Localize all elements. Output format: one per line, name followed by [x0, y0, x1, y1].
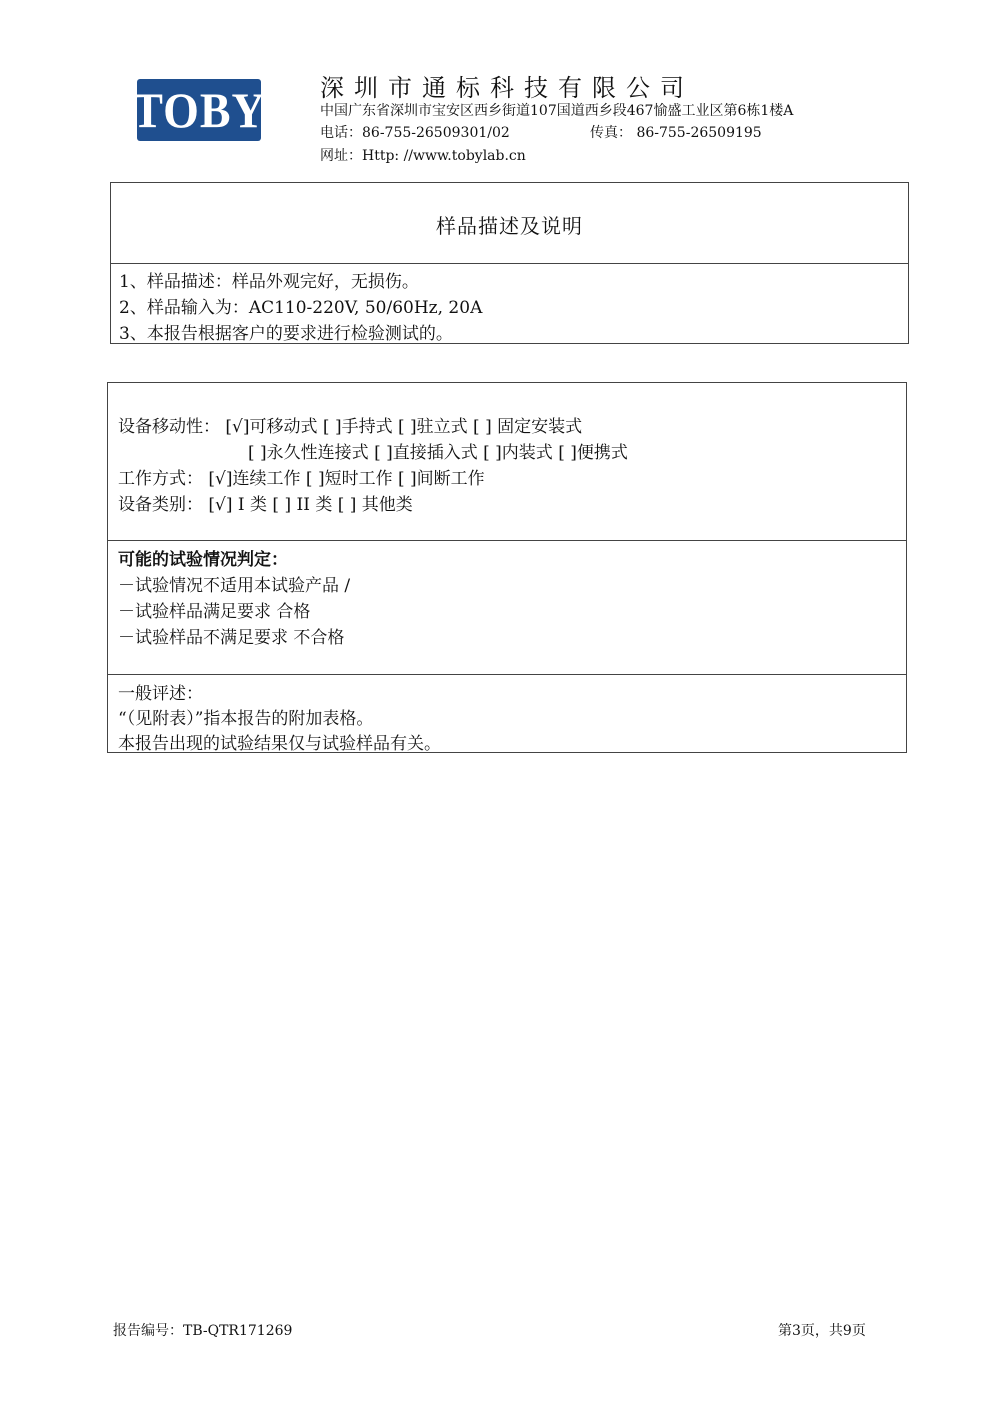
verdict-item-na: －试验情况不适用本试验产品 /	[118, 576, 351, 596]
report-number: 报告编号：TB-QTR171269	[113, 1323, 293, 1339]
operation-mode: 工作方式： [√]连续工作 [ ]短时工作 [ ]间断工作	[118, 469, 485, 489]
sample-description-table	[110, 182, 909, 344]
verdict-item-pass: －试验样品满足要求 合格	[118, 602, 311, 622]
mobility-line-2: [ ]永久性连接式 [ ]直接插入式 [ ]内装式 [ ]便携式	[248, 443, 628, 463]
equipment-info-table	[107, 382, 907, 753]
remarks-title: 一般评述：	[118, 684, 203, 704]
company-logo	[132, 79, 266, 141]
sample-title: 样品描述及说明	[436, 214, 583, 238]
company-tel: 电话：86-755-26509301/02	[320, 125, 510, 141]
company-fax: 传真： 86-755-26509195	[590, 125, 762, 141]
remarks-line-2: 本报告出现的试验结果仅与试验样品有关。	[118, 734, 441, 754]
equipment-category: 设备类别： [√] I 类 [ ] II 类 [ ] 其他类	[118, 495, 413, 515]
page-number: 第3页，共9页	[778, 1323, 866, 1339]
company-address: 中国广东省深圳市宝安区西乡街道107国道西乡段467愉盛工业区第6栋1楼A	[320, 103, 794, 119]
sample-line-2: 2、样品输入为：AC110-220V, 50/60Hz, 20A	[119, 298, 483, 318]
divider-1	[108, 540, 906, 541]
company-name: 深圳市通标科技有限公司	[320, 74, 694, 102]
remarks-line-1: “（见附表）”指本报告的附加表格。	[118, 709, 374, 729]
sample-line-1: 1、样品描述：样品外观完好，无损伤。	[119, 272, 419, 292]
verdicts-title: 可能的试验情况判定：	[118, 550, 288, 570]
mobility-line-1: 设备移动性： [√]可移动式 [ ]手持式 [ ]驻立式 [ ] 固定安装式	[118, 417, 583, 437]
company-website: 网址：Http: //www.tobylab.cn	[320, 148, 526, 164]
verdict-item-fail: －试验样品不满足要求 不合格	[118, 628, 345, 648]
divider-2	[108, 674, 906, 675]
sample-title-row	[111, 183, 908, 264]
logo-text: TOBY	[132, 82, 266, 138]
sample-line-3: 3、本报告根据客户的要求进行检验测试的。	[119, 324, 453, 344]
